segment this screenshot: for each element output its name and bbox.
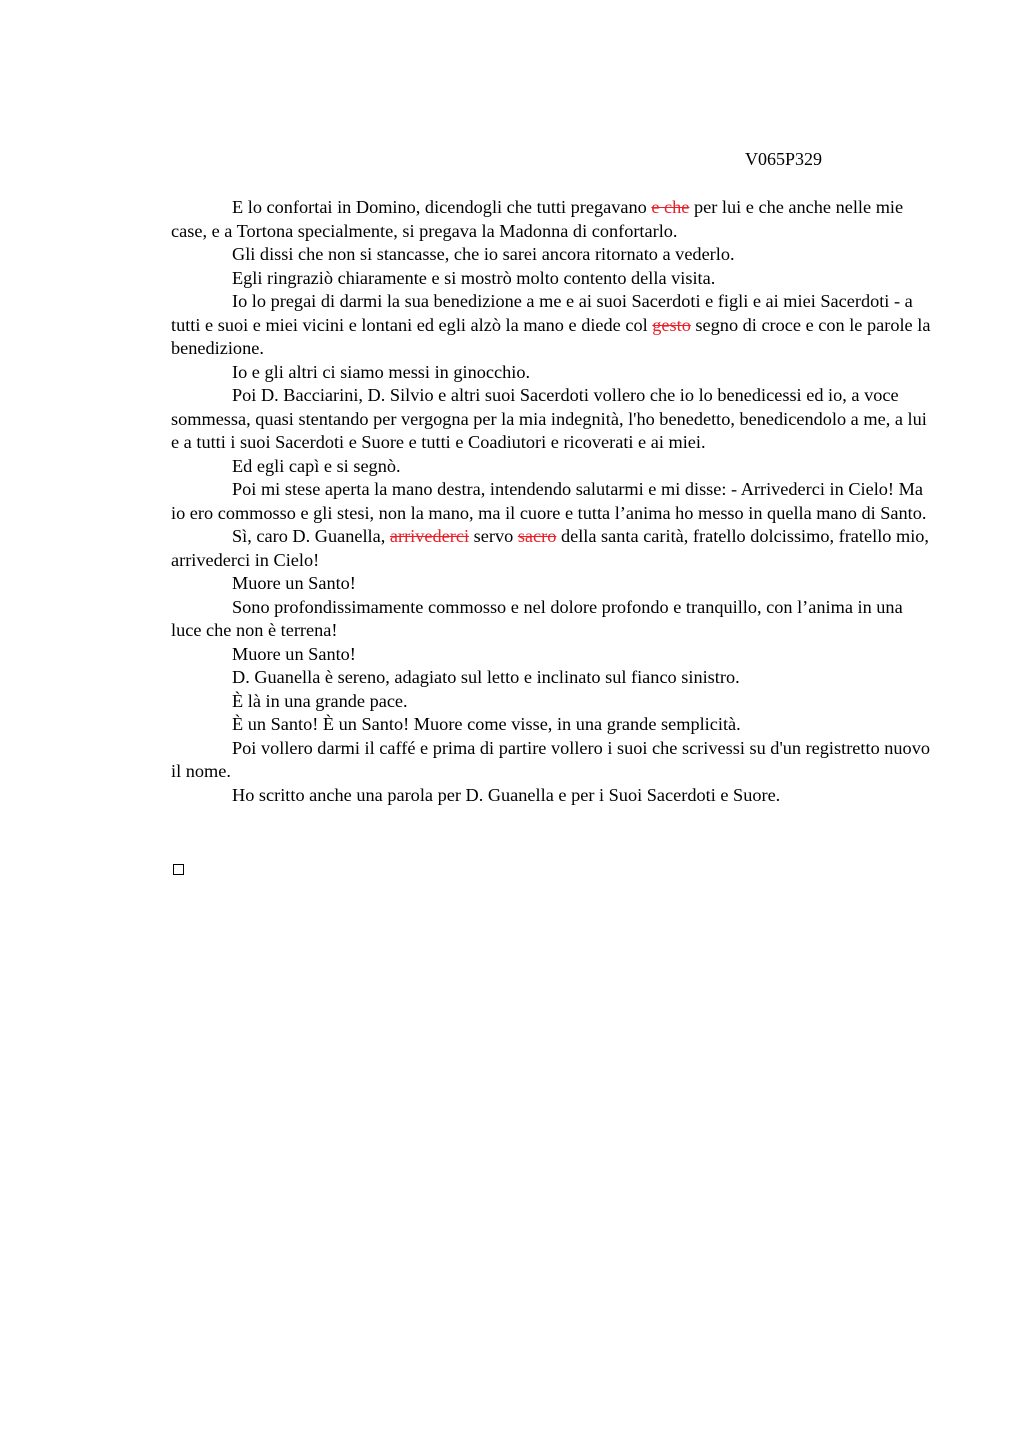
text-run: D. Guanella è sereno, adagiato sul letto e inclinato sul fianco sinistro. xyxy=(232,667,740,687)
text-run: della santa carità, fratello dolcissimo, fratello mio, arrivederci in Cielo! xyxy=(171,526,929,570)
text-run: segno di croce e con le parole la benedizione. xyxy=(171,314,931,358)
text-run: Ho scritto anche una parola per D. Guanella e per i Suoi Sacerdoti e Suore. xyxy=(232,784,781,805)
paragraph xyxy=(171,737,931,784)
text-run: Gli dissi che non si stancasse, che io sarei ancora ritornato a vederlo. xyxy=(232,244,735,264)
text-run: Poi D. Bacciarini, D. Silvio e altri suoi Sacerdoti vollero che io lo benedicessi ed io, a voce sommessa, quasi stentando per vergogna per la mia indegnità, l'ho benedetto, benedicendolo a me, a lui e a tutti i suoi Sacerdoti e Suore e tutti e Coadiutori e ricoverati e ai miei. xyxy=(171,385,927,452)
paragraph xyxy=(171,196,931,243)
paragraph xyxy=(171,478,931,525)
text-run: È là in una grande pace. xyxy=(232,690,408,711)
page-reference: V065P329 xyxy=(745,149,823,169)
text-run: servo xyxy=(469,526,518,546)
text-run: Io lo pregai di darmi la sua benedizione a me e ai suoi Sacerdoti e figli e ai miei Sacerdoti - a tutti e suoi e miei vicini e lontani ed egli alzò la mano e diede col xyxy=(171,291,913,335)
deleted-text: e che xyxy=(651,197,690,217)
empty-square-icon xyxy=(173,864,184,875)
text-run: Poi mi stese aperta la mano destra, intendendo salutarmi e mi disse: - Arrivederci in Cielo! Ma io ero commosso e gli stesi, non la mano, ma il cuore e tutta l’anima ho messo in quella mano di Santo. xyxy=(171,479,927,523)
paragraph xyxy=(171,596,931,643)
paragraph xyxy=(171,690,931,714)
paragraph xyxy=(171,243,931,267)
text-run: Egli ringraziò chiaramente e si mostrò molto contento della visita. xyxy=(232,267,716,288)
text-run: Muore un Santo! xyxy=(232,573,356,593)
paragraph xyxy=(171,267,931,291)
text-run: Sono profondissimamente commosso e nel dolore profondo e tranquillo, con l’anima in una luce che non è terrena! xyxy=(171,596,903,640)
text-run: Io e gli altri ci siamo messi in ginocchio. xyxy=(232,361,531,382)
text-run: E lo confortai in Domino, dicendogli che tutti pregavano xyxy=(232,197,652,217)
text-run: Sì, caro D. Guanella, xyxy=(232,526,390,546)
paragraph xyxy=(171,455,931,479)
deleted-text: gesto xyxy=(652,314,691,335)
deleted-text: sacro xyxy=(517,526,557,546)
text-run: Ed egli capì e si segnò. xyxy=(232,455,401,476)
paragraph xyxy=(171,290,931,361)
paragraph xyxy=(171,713,931,737)
text-run: Muore un Santo! xyxy=(232,643,356,664)
document-body xyxy=(171,196,931,807)
text-run: Poi vollero darmi il caffé e prima di partire vollero i suoi che scrivessi su d'un registretto nuovo il nome. xyxy=(171,737,930,781)
deleted-text: arrivederci xyxy=(389,526,470,546)
text-run: È un Santo! È un Santo! Muore come visse, in una grande semplicità. xyxy=(232,714,741,734)
paragraph xyxy=(171,666,931,690)
paragraph xyxy=(171,384,931,455)
paragraph xyxy=(171,643,931,667)
paragraph xyxy=(171,784,931,808)
paragraph xyxy=(171,361,931,385)
paragraph xyxy=(171,572,931,596)
text-run: per lui e che anche nelle mie case, e a Tortona specialmente, si pregava la Madonna di confortarlo. xyxy=(171,197,904,241)
paragraph xyxy=(171,525,931,572)
